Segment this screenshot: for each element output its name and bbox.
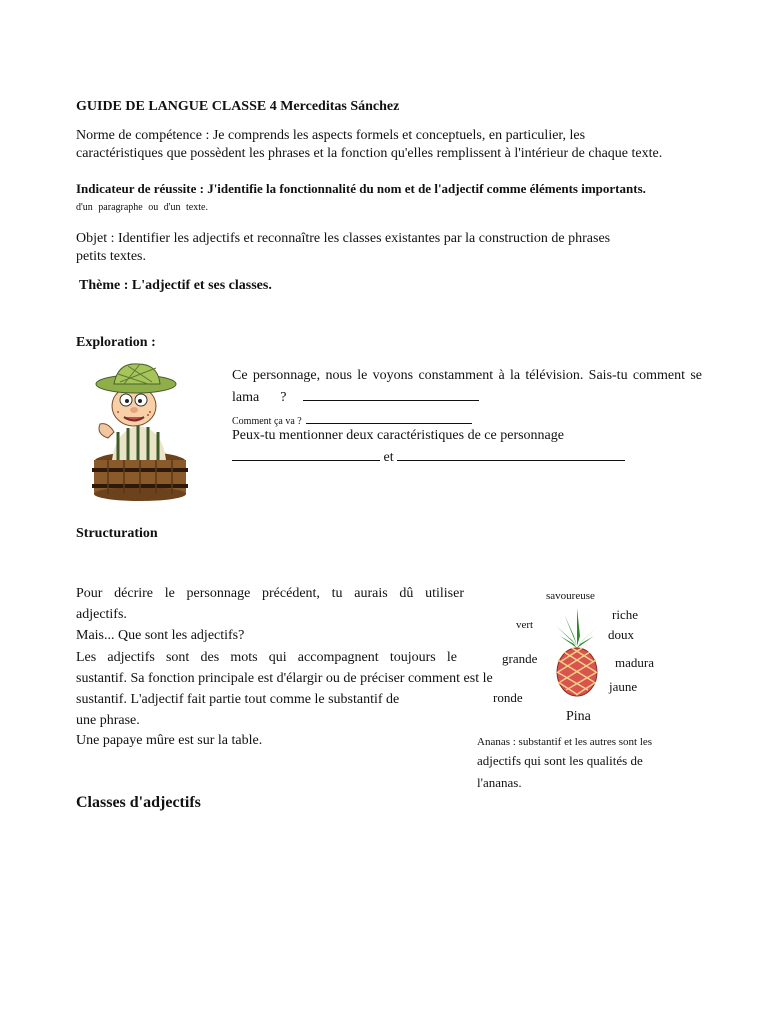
word-riche: riche (612, 607, 638, 622)
word-grande: grande (502, 651, 538, 666)
pineapple-icon (552, 606, 602, 698)
structuration-p2: Mais... Que sont les adjectifs? (76, 628, 245, 643)
exploration-q1-line-1: Ce personnage, nous le voyons constamment à la télévision. Sais-tu comment se (232, 368, 702, 383)
answer-blank-2[interactable] (306, 413, 472, 424)
word-savoureuse: savoureuse (546, 590, 595, 602)
et-word: et (383, 450, 394, 465)
exploration-q1-line-2 (232, 388, 479, 407)
ananas-note-line-1 (477, 732, 652, 751)
answer-blank-3[interactable] (232, 448, 380, 461)
classes-heading: Classes d'adjectifs (76, 794, 201, 811)
answer-blank-4[interactable] (397, 448, 625, 461)
ananas-note-text-1: Ananas : substantif et les autres sont les (477, 736, 653, 748)
objet-line-2: petits textes. (76, 249, 146, 264)
ananas-note-line-2: adjectifs qui sont les qualités de (477, 753, 643, 768)
exploration-q3-answers (232, 448, 625, 467)
structuration-p1-line-1: Pour décrire le personnage précédent, tu aurais dû utiliser (76, 586, 464, 601)
structuration-p3-line-3: sustantif. L'adjectif fait partie tout comme le substantif de (76, 692, 400, 707)
structuration-p1-line-2: adjectifs. (76, 607, 127, 622)
character-illustration (78, 360, 196, 502)
word-jaune: jaune (609, 679, 638, 694)
exploration-heading: Exploration : (76, 335, 156, 350)
indicateur-small-line: d'un paragraphe ou d'un texte. (76, 202, 208, 213)
document-title: GUIDE DE LANGUE CLASSE 4 Merceditas Sánchez (76, 99, 400, 114)
lama-word: lama (232, 390, 260, 405)
ananas-note-line-3: l'ananas. (477, 775, 522, 790)
structuration-p3-line-4: une phrase. (76, 713, 140, 728)
comment-ca-va-text: Comment ça va ? (232, 416, 302, 427)
pineapple-illustration (552, 606, 602, 698)
indicateur-line: Indicateur de réussite : J'identifie la fonctionnalité du nom et de l'adjectif comme éléments importants. (76, 181, 646, 196)
word-madura: madura (615, 655, 654, 670)
word-ronde: ronde (493, 690, 523, 705)
answer-blank-1[interactable] (303, 388, 479, 401)
norme-line-2: caractéristiques que possèdent les phrases et la fonction qu'elles remplissent à l'intérieur de chaque texte. (76, 146, 663, 161)
structuration-heading: Structuration (76, 526, 158, 541)
structuration-p3-line-2: sustantif. Sa fonction principale est d'élargir ou de préciser comment est le (76, 671, 493, 686)
objet-paragraph (76, 230, 716, 266)
character-image (78, 360, 196, 502)
theme-line: Thème : L'adjectif et ses classes. (79, 278, 272, 293)
word-vert: vert (516, 619, 534, 631)
exploration-q3-line: Peux-tu mentionner deux caractéristiques de ce personnage (232, 428, 564, 443)
norme-paragraph (76, 127, 716, 163)
word-doux: doux (608, 627, 634, 642)
question-mark: ? (280, 390, 287, 405)
structuration-p4: Une papaye mûre est sur la table. (76, 733, 263, 748)
structuration-p3-line-1: Les adjectifs sont des mots qui accompagnent toujours le (76, 650, 457, 665)
word-pina: Pina (566, 709, 591, 724)
norme-line-1: Norme de compétence : Je comprends les aspects formels et conceptuels, en particulier, les (76, 128, 586, 143)
objet-line-1: Objet : Identifier les adjectifs et reconnaître les classes existantes par la construction de phrases (76, 231, 611, 246)
